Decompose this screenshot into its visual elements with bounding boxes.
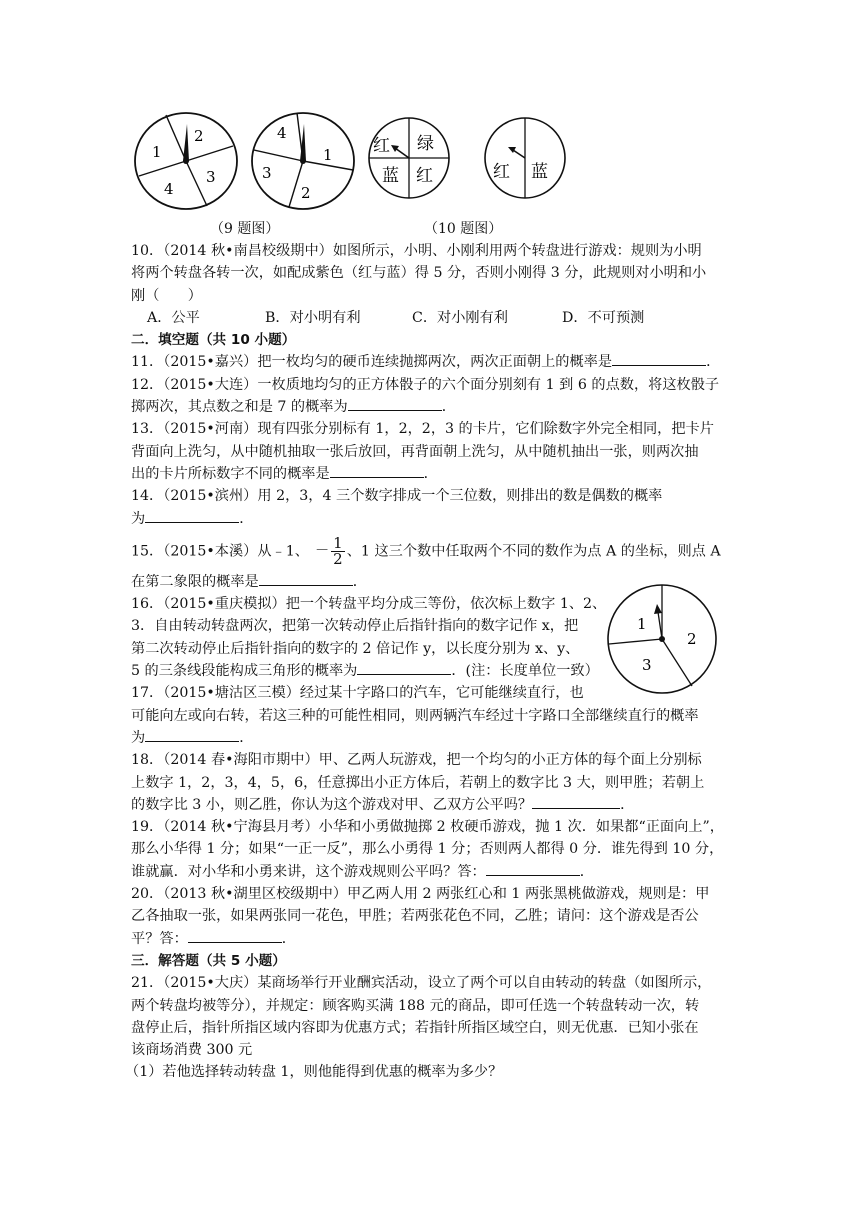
q20-line: 平？答： ． <box>131 928 731 950</box>
answer-blank <box>532 794 620 809</box>
q16-label: 2 <box>687 630 697 648</box>
q10-w1-label: 红 <box>373 136 390 156</box>
q16-label: 1 <box>637 615 647 633</box>
q16-line: 5 的三条线段能构成三角形的概率为 ．(注：长度单位一致） <box>131 660 731 682</box>
q12-line: 12．（2015•大连）一枚质地均匀的正方体骰子的六个面分别刻有 1 到 6 的点数，将这枚骰子 <box>131 376 720 393</box>
q19-line: 谁就赢．对小华和小勇来讲，这个游戏规则公平吗？答： ． <box>131 861 731 883</box>
q21-line: 两个转盘均被等分），并规定：顾客购买满 188 元的商品，即可任选一个转盘转动一次，转 <box>131 997 700 1014</box>
question-content <box>125 240 731 1084</box>
q9-w1-label: 1 <box>152 143 162 161</box>
answer-blank <box>486 861 580 876</box>
q16-label: 3 <box>642 656 652 674</box>
q16-line: 第二次转动停止后指针指向的数字的 2 倍记作 y，以长度分别为 x、y、 <box>131 640 580 657</box>
q19-line: 那么小华得 1 分；如果“一正一反”，那么小勇得 1 分；否则两人都得 0 分．谁先得到 10 分， <box>131 841 724 858</box>
q17-line: 为 ． <box>131 727 731 749</box>
q21-line: 盘停止后，指针所指区域内容即为优惠方式；若指针所指区域空白，则无优惠．已知小张在 <box>131 1019 699 1036</box>
q15-fraction: $\frac{1}{2}$ <box>333 533 343 568</box>
q10-options <box>131 307 731 329</box>
q16-line: 16．（2015•重庆模拟）把一个转盘平均分成三等份，依次标上数字 1、2、 <box>131 596 607 613</box>
q14-line: 为 ． <box>131 508 731 530</box>
q9-w2-label: 4 <box>277 124 287 142</box>
section-heading: 三．解答题（共 5 小题） <box>131 952 286 969</box>
q12-line: 掷两次，其点数之和是 7 的概率为 ． <box>131 396 731 418</box>
q21-subquestion: （1）若他选择转动转盘 1，则他能得到优惠的概率为多少？ <box>125 1064 503 1081</box>
answer-blank <box>330 463 424 478</box>
q14-line: 14．（2015•滨州）用 2，3，4 三个数字排成一个三位数，则排出的数是偶数的概率 <box>131 488 663 505</box>
q21-line: 该商场消费 300 元 <box>131 1042 253 1059</box>
q16-line: 3．自由转动转盘两次，把第一次转动停止后指针指向的数字记作 x，把 <box>131 618 579 635</box>
q11-line: 11．（2015•嘉兴）把一枚均匀的硬币连续抛掷两次，两次正面朝上的概率是 ． <box>131 351 731 373</box>
q18-line: 上数字 1，2，3，4，5，6，任意掷出小正方体后，若朝上的数字比 3 大，则甲胜；若朝上 <box>131 774 705 791</box>
q10-w2-label: 蓝 <box>531 162 548 182</box>
q20-line: 20．（2013 秋•湖里区校级期中）甲乙两人用 2 两张红心和 1 两张黑桃做游戏，规则是：甲 <box>131 886 710 903</box>
q10-spinner-1 <box>366 114 452 202</box>
q13-line: 13．（2015•河南）现有四张分别标有 1，2，2，3 的卡片，它们除数字外完全相同，把卡片 <box>131 421 714 438</box>
q9-w1-label: 2 <box>194 127 204 145</box>
q17-line: 可能向左或向右转，若这三种的可能性相同，则两辆汽车经过十字路口全部继续直行的概率 <box>131 707 699 724</box>
q10-line: 刚（ ） <box>131 287 202 304</box>
section-heading: 二．填空题（共 10 小题） <box>131 332 296 349</box>
q13-line: 背面向上洗匀，从中随机抽取一张后放回，再背面朝上洗匀，从中随机抽出一张，则两次抽 <box>131 443 699 460</box>
q13-line: 出的卡片所标数字不同的概率是 ． <box>131 463 731 485</box>
figure-row <box>0 100 860 240</box>
answer-blank <box>145 727 239 742</box>
q17-line: 17．（2015•塘沽区三模）经过某十字路口的汽车，它可能继续直行，也 <box>131 685 584 702</box>
answer-blank <box>145 508 239 523</box>
answer-blank <box>357 660 451 675</box>
q9-w1-label: 4 <box>164 180 174 198</box>
q10-option-d: D．不可预测 <box>562 309 645 326</box>
q18-line: 18．（2014 春•海阳市期中）甲、乙两人玩游戏，把一个均匀的小正方体的每个面上分别标 <box>131 752 702 769</box>
q21-line: 21．（2015•大庆）某商场举行开业酬宾活动，设立了两个可以自由转动的转盘（如图所示， <box>131 975 712 992</box>
q15-line: 15．（2015•本溪）从﹣1、 － $\frac{1}{2}$ 、1 这三个数中任取两个不同的数作为点 A 的坐标，则点 A <box>131 533 721 568</box>
q9-caption: （9 题图） <box>210 221 280 237</box>
q18-line: 的数字比 3 小，则乙胜，你认为这个游戏对甲、乙双方公平吗？ ． <box>131 794 731 816</box>
q20-line: 乙各抽取一张，如果两张同一花色，甲胜；若两张花色不同，乙胜；请问：这个游戏是否公 <box>131 908 699 925</box>
q10-w1-label: 蓝 <box>382 166 399 186</box>
q9-w2-label: 1 <box>323 146 333 164</box>
q9-w2-label: 3 <box>262 164 272 182</box>
q9-w1-label: 3 <box>206 168 216 186</box>
q10-w2-label: 红 <box>493 162 510 182</box>
q10-spinner-2 <box>482 114 568 202</box>
q9-spinner-2 <box>247 110 359 212</box>
q10-option-c: C．对小刚有利 <box>412 309 508 326</box>
q10-option-b: B．对小明有利 <box>265 309 361 326</box>
q9-spinner-1 <box>130 110 242 212</box>
q15-line: 在第二象限的概率是 ． <box>131 571 731 593</box>
q10-option-a: A．公平 <box>147 309 200 326</box>
answer-blank <box>188 928 282 943</box>
q10-w1-label: 绿 <box>417 134 434 154</box>
q19-line: 19．（2014 秋•宁海县月考）小华和小勇做抛掷 2 枚硬币游戏，抛 1 次．如果都“正面向上”， <box>131 819 724 836</box>
q10-caption: （10 题图） <box>424 221 503 237</box>
answer-blank <box>612 351 706 366</box>
q10-w1-label: 红 <box>416 166 433 186</box>
q10-line: 10．（2014 秋•南昌校级期中）如图所示，小明、小刚利用两个转盘进行游戏：规则为小明 <box>131 243 702 259</box>
answer-blank <box>348 396 442 411</box>
answer-blank <box>259 571 353 586</box>
q10-line: 将两个转盘各转一次，如配成紫色（红与蓝）得 5 分，否则小刚得 3 分，此规则对小明和小 <box>131 265 707 282</box>
q9-w2-label: 2 <box>301 184 311 202</box>
